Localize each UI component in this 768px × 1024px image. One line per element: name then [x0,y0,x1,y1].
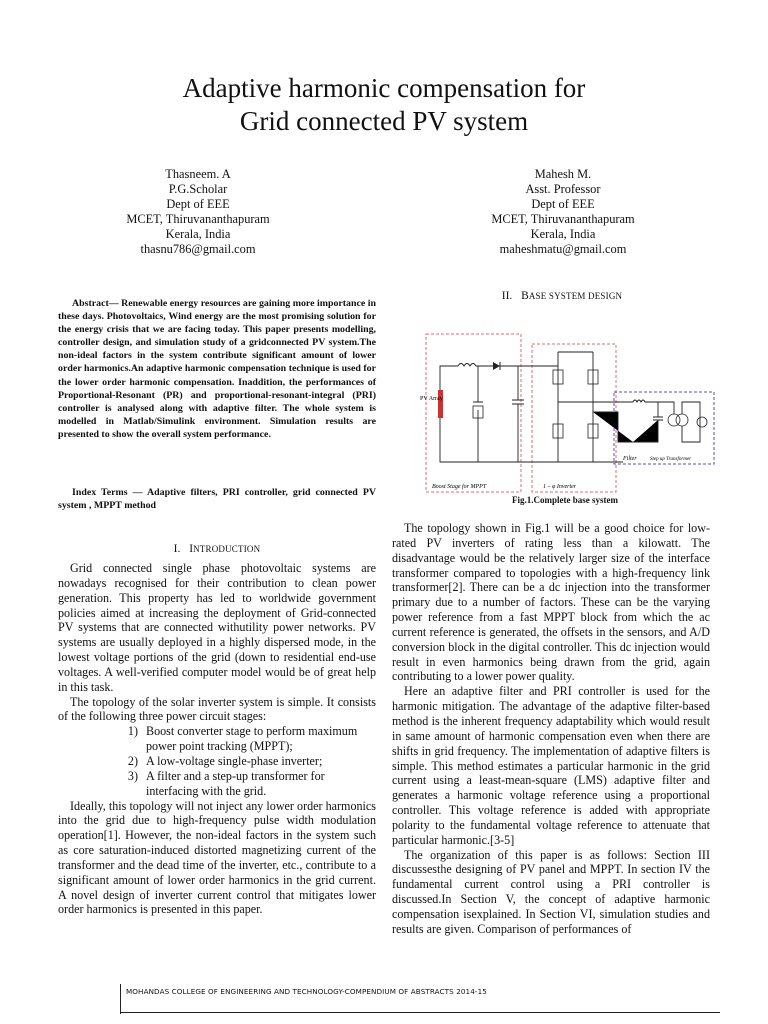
section-title-cap: I [189,543,194,555]
section-heading-introduction [58,543,376,555]
abstract: Abstract— Renewable energy resources are gaining more importance in these days. Photovoltaics, Wind energy are the most promising solution for the energy crisis that we are facing today. This paper presents modelling, controller design, and simulation study of a gridconnected PV system.The non-ideal factors in the system contribute significant amount of lower order harmonics.An adaptive harmonic compensation technique is used for the lower order harmonic compensation. Inaddition, the performances of Proportional-Resonant (PR) and proportional-resonant-integral (PRI) controller is analysed along with adaptive filter. The whole system is modelled in Matlab/Simulink environment. Simulation results are presented to show the overall system performance. [58,298,376,440]
author-role: P.G.Scholar [168,181,228,196]
section-title-cap: B [521,290,529,302]
transformer-coil [676,414,688,426]
filter-label: Filter [623,456,637,462]
base-system-circuit-diagram [418,332,718,497]
list-item: 2) A low-voltage single-phase inverter; [127,753,323,768]
paragraph: Grid connected single phase photovoltaic systems are nowadays recognised for their contribution to clean power generation. This property has led to worldwide government policies aimed at increasing the deployment of Grid-connected PV systems that are connected withutility power networks. PV systems are usually deployed in a highly dispersed mode, in the lowest voltage portions of the grid (down to residential end-use voltages. A well-verified computer model would be of great help in this task. [58,561,376,694]
pv-label: PV Array [420,396,443,402]
author-location: Kerala, India [530,226,596,241]
paragraph: The organization of this paper is as follows: Section III discussesthe designing of PV panel and MPPT. In section IV the fundamental current control using a PRI controller is discussed.In Section V, the concept of adaptive harmonic compensation isexplained. In Section VI, simulation studies and results are given. Comparison of performances of [392,847,710,936]
filter-capacitor [633,402,663,442]
pv-array-symbol [438,390,443,418]
figure-caption: Fig.1.Complete base system [512,495,618,505]
author-name: Thasneem. A [165,167,231,181]
transformer-label: Step up Transformer [650,457,692,462]
author-institution: MCET, Thiruvananthapuram [126,211,270,226]
boost-inductor [458,364,476,367]
paragraph: The topology of the solar inverter system is simple. It consists of the following three power circuit stages: [58,694,376,724]
dc-link-capacitor [512,366,524,462]
author-name: Mahesh M. [534,167,592,181]
list-item: 1) Boost converter stage to perform maximum power point tracking (MPPT); [127,724,358,754]
paper-title [0,72,768,138]
paragraph: The topology shown in Fig.1 will be a good choice for low-rated PV inverters of rating less than a kilowatt. The disadvantage would be the relatively larger size of the interface transformer compared to topologies with a high-frequency link transformer[2]. There can be a dc injection into the transformer primary due to a number of factors. These can be the varying power reference from a fast MPPT block from which the ac current reference is generated, the offsets in the sensors, and A/D conversion block in the digital controller. This dc injection would result in even harmonics being drawn from the grid, again contributing to a lower power quality. [392,521,710,684]
author-dept: Dept of EEE [166,196,230,211]
boost-stage-label: Boost Stage for MPPT [432,484,487,490]
footer-text: MOHANDAS COLLEGE OF ENGINEERING AND TECHNOLOGY-COMPENDIUM OF ABSTRACTS 2014-15 [126,987,487,996]
filter-box [614,392,714,464]
index-terms: Index Terms — Adaptive filters, PRI controller, grid connected PV system , MPPT method [58,487,376,512]
stage-list [58,724,376,798]
introduction-body [58,561,376,917]
author-email: thasnu786@gmail.com [140,241,256,256]
author-location: Kerala, India [165,226,231,241]
grid-source [697,417,707,427]
section-heading-base-system [392,290,732,302]
section-number: I. [173,543,181,555]
filter-inductor [633,400,658,402]
base-system-body [392,521,710,937]
author-institution: MCET, Thiruvananthapuram [491,211,635,226]
title-line-1: Adaptive harmonic compensation for [182,73,586,103]
inverter-label: 1 – φ Inverter [543,484,577,490]
footer-rule-vertical [120,984,121,1014]
section-number: II. [501,290,513,302]
paragraph: Ideally, this topology will not inject any lower order harmonics into the grid due to high-frequency pulse width modulation operation[1]. However, the non-ideal factors in the system such as core saturation-induced distorted magnetizing current of the transformer and the dead time of the inverter, etc., contribute to a significant amount of lower order harmonics in the grid current. A novel design of inverter current control that mitigates lower order harmonics is presented in this paper. [58,798,376,917]
section-title-rest: ASE SYSTEM DESIGN [528,291,623,301]
boost-switch [473,366,483,462]
paragraph: Here an adaptive filter and PRI controller is used for the harmonic mitigation. The advantage of the adaptive filter-based method is the inherent frequency adaptability which would result in same amount of harmonic compensation even when there are shifts in grid frequency. The implementation of adaptive filters is simple. This method estimates a particular harmonic in the grid current using a least-mean-square (LMS) adaptive filter and generates a harmonic voltage reference using a proportional controller. This voltage reference is added with appropriate polarity to the fundamental voltage reference to attenuate that particular harmonic.[3-5] [392,684,710,847]
section-title-rest: NTRODUCTION [193,544,261,554]
author-block-1 [88,167,308,256]
author-email: maheshmatu@gmail.com [499,241,627,256]
footer-rule-horizontal [120,1012,720,1013]
title-line-2: Grid connected PV system [239,106,529,136]
author-dept: Dept of EEE [531,196,595,211]
author-block-2 [453,167,673,256]
boost-diode [493,362,500,370]
list-item: 3) A filter and a step-up transformer for interfacing with the grid. [127,768,325,798]
author-role: Asst. Professor [525,181,601,196]
